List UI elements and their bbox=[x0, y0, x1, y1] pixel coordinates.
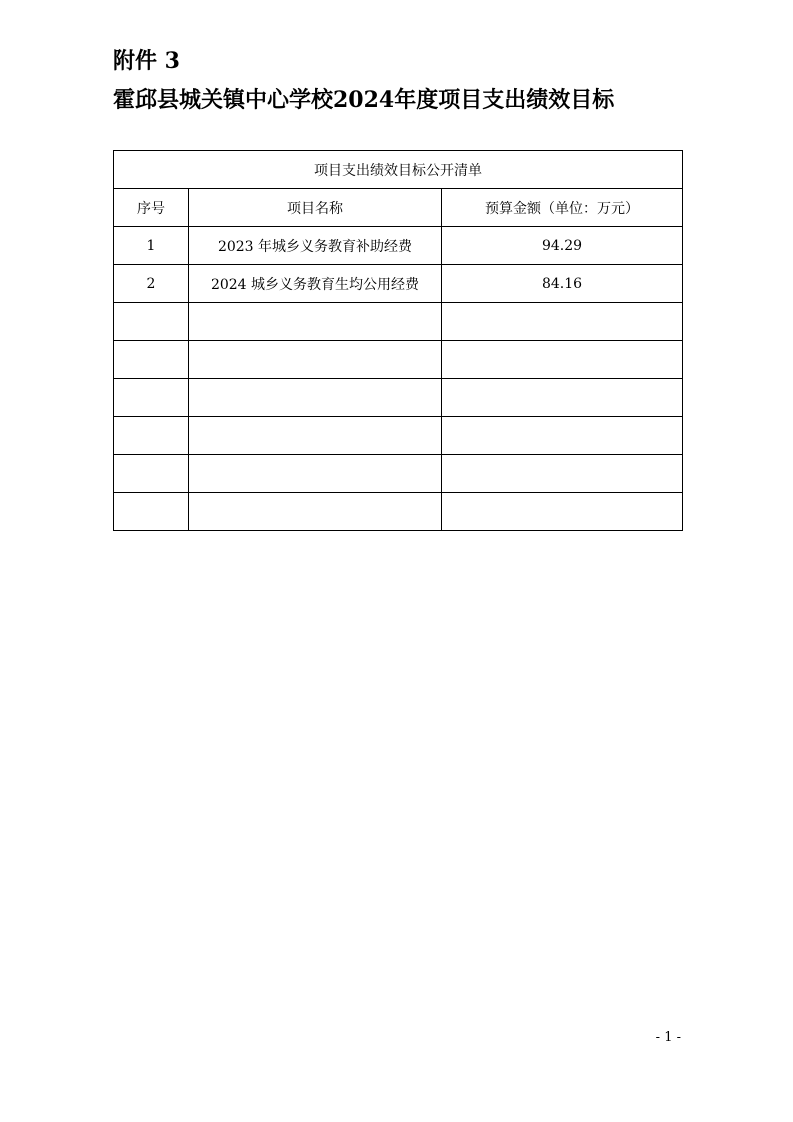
row-index bbox=[114, 303, 189, 341]
table-row bbox=[114, 341, 683, 379]
table-row bbox=[114, 303, 683, 341]
row-index bbox=[114, 493, 189, 531]
row-budget-amount bbox=[442, 455, 683, 493]
table-row bbox=[114, 265, 683, 303]
row-budget-amount: 84.16 bbox=[442, 265, 683, 303]
row-budget-amount: 94.29 bbox=[442, 227, 683, 265]
row-project-name bbox=[189, 303, 442, 341]
row-budget-amount bbox=[442, 303, 683, 341]
column-header-index: 序号 bbox=[114, 189, 189, 227]
document-title: 霍邱县城关镇中心学校2024年度项目支出绩效目标 bbox=[113, 87, 615, 113]
table-caption-row bbox=[114, 151, 683, 189]
attachment-label: 附件 3 bbox=[113, 48, 180, 74]
table-row bbox=[114, 417, 683, 455]
budget-table bbox=[113, 150, 683, 531]
table-row bbox=[114, 455, 683, 493]
row-project-name bbox=[189, 417, 442, 455]
row-project-name: 2023 年城乡义务教育补助经费 bbox=[189, 227, 442, 265]
table-row bbox=[114, 493, 683, 531]
table-row bbox=[114, 379, 683, 417]
row-budget-amount bbox=[442, 341, 683, 379]
row-index bbox=[114, 341, 189, 379]
row-budget-amount bbox=[442, 417, 683, 455]
row-index bbox=[114, 417, 189, 455]
row-project-name: 2024 城乡义务教育生均公用经费 bbox=[189, 265, 442, 303]
row-project-name bbox=[189, 493, 442, 531]
page-number: - 1 - bbox=[655, 1030, 681, 1045]
row-index: 1 bbox=[114, 227, 189, 265]
table-caption: 项目支出绩效目标公开清单 bbox=[114, 151, 683, 189]
row-budget-amount bbox=[442, 493, 683, 531]
column-header-name: 项目名称 bbox=[189, 189, 442, 227]
row-budget-amount bbox=[442, 379, 683, 417]
table-header-row bbox=[114, 189, 683, 227]
row-project-name bbox=[189, 341, 442, 379]
row-project-name bbox=[189, 455, 442, 493]
row-index bbox=[114, 455, 189, 493]
column-header-amount: 预算金额（单位：万元） bbox=[442, 189, 683, 227]
row-index: 2 bbox=[114, 265, 189, 303]
row-index bbox=[114, 379, 189, 417]
row-project-name bbox=[189, 379, 442, 417]
table-row bbox=[114, 227, 683, 265]
